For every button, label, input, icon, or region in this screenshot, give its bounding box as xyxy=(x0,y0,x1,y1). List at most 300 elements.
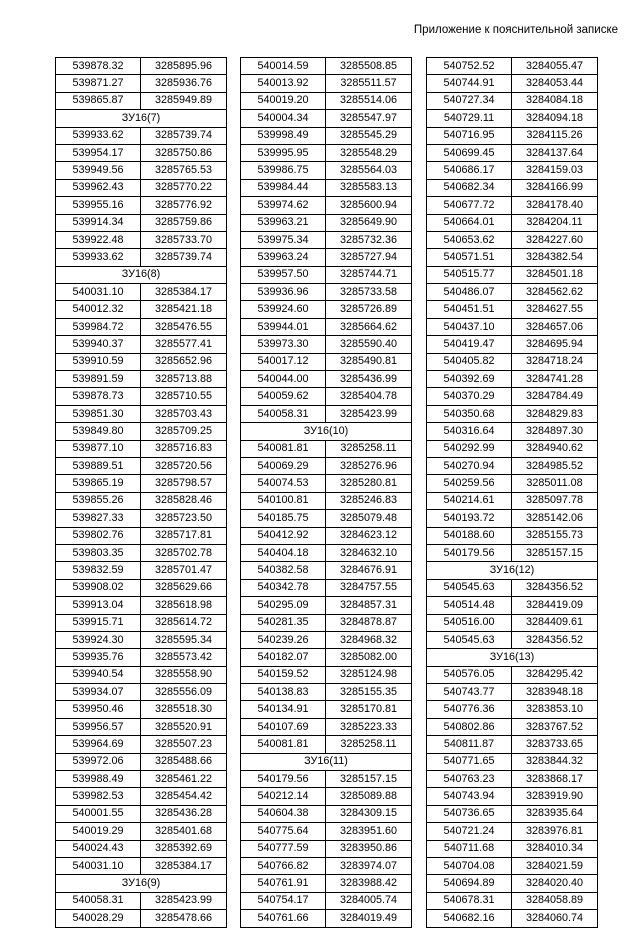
y-coordinate: 3284005.74 xyxy=(326,892,412,909)
y-coordinate: 3283767.52 xyxy=(512,718,598,735)
y-coordinate: 3283988.42 xyxy=(326,875,412,892)
y-coordinate: 3285720.56 xyxy=(141,457,227,474)
section-title: ЗУ16(11) xyxy=(241,753,412,770)
x-coordinate: 539908.02 xyxy=(56,579,141,596)
x-coordinate: 540058.31 xyxy=(56,892,141,909)
x-coordinate: 540239.26 xyxy=(241,631,326,648)
coordinate-row xyxy=(56,840,227,857)
x-coordinate: 540004.34 xyxy=(241,110,326,127)
x-coordinate: 540412.92 xyxy=(241,527,326,544)
coordinate-row xyxy=(56,440,227,457)
x-coordinate: 540729.11 xyxy=(427,110,512,127)
x-coordinate: 540716.95 xyxy=(427,127,512,144)
x-coordinate: 540159.52 xyxy=(241,666,326,683)
x-coordinate: 540081.81 xyxy=(241,736,326,753)
coordinate-row xyxy=(427,527,598,544)
y-coordinate: 3284115.26 xyxy=(512,127,598,144)
coordinate-row xyxy=(427,144,598,161)
x-coordinate: 540545.63 xyxy=(427,579,512,596)
x-coordinate: 540419.47 xyxy=(427,336,512,353)
y-coordinate: 3283844.32 xyxy=(512,753,598,770)
y-coordinate: 3285142.06 xyxy=(512,510,598,527)
x-coordinate: 539984.72 xyxy=(56,318,141,335)
coordinate-row xyxy=(241,805,412,822)
coordinate-row xyxy=(241,701,412,718)
x-coordinate: 539995.95 xyxy=(241,144,326,161)
x-coordinate: 539957.50 xyxy=(241,266,326,283)
coordinate-row xyxy=(241,718,412,735)
x-coordinate: 540686.17 xyxy=(427,162,512,179)
coordinate-row xyxy=(56,527,227,544)
coordinate-row xyxy=(427,353,598,370)
coordinate-row xyxy=(56,805,227,822)
y-coordinate: 3285384.17 xyxy=(141,857,227,874)
coordinate-row xyxy=(241,457,412,474)
coordinate-row xyxy=(427,284,598,301)
y-coordinate: 3284562.62 xyxy=(512,284,598,301)
y-coordinate: 3284295.42 xyxy=(512,666,598,683)
section-title: ЗУ16(7) xyxy=(56,110,227,127)
y-coordinate: 3285726.89 xyxy=(326,301,412,318)
y-coordinate: 3285436.28 xyxy=(141,805,227,822)
coordinate-row xyxy=(427,58,598,75)
x-coordinate: 539963.24 xyxy=(241,249,326,266)
coordinate-row xyxy=(241,318,412,335)
x-coordinate: 539988.49 xyxy=(56,771,141,788)
x-coordinate: 540678.31 xyxy=(427,892,512,909)
coordinate-row xyxy=(56,510,227,527)
coordinate-row xyxy=(427,423,598,440)
section-row xyxy=(241,753,412,770)
y-coordinate: 3285089.88 xyxy=(326,788,412,805)
y-coordinate: 3285614.72 xyxy=(141,614,227,631)
y-coordinate: 3283853.10 xyxy=(512,701,598,718)
coordinate-row xyxy=(241,197,412,214)
y-coordinate: 3285421.18 xyxy=(141,301,227,318)
x-coordinate: 539944.01 xyxy=(241,318,326,335)
x-coordinate: 540019.29 xyxy=(56,823,141,840)
y-coordinate: 3285423.99 xyxy=(141,892,227,909)
y-coordinate: 3285739.74 xyxy=(141,127,227,144)
x-coordinate: 540771.65 xyxy=(427,753,512,770)
coordinate-row xyxy=(427,179,598,196)
coordinates-table-1 xyxy=(55,57,227,928)
x-coordinate: 540081.81 xyxy=(241,440,326,457)
section-title: ЗУ16(8) xyxy=(56,266,227,283)
coordinate-row xyxy=(56,823,227,840)
x-coordinate: 540721.24 xyxy=(427,823,512,840)
coordinate-row xyxy=(241,144,412,161)
coordinate-row xyxy=(56,58,227,75)
x-coordinate: 540516.00 xyxy=(427,614,512,631)
section-row xyxy=(427,562,598,579)
y-coordinate: 3284627.55 xyxy=(512,301,598,318)
coordinate-row xyxy=(427,457,598,474)
x-coordinate: 539962.43 xyxy=(56,179,141,196)
x-coordinate: 539849.80 xyxy=(56,423,141,440)
coordinate-row xyxy=(56,231,227,248)
coordinate-row xyxy=(241,336,412,353)
y-coordinate: 3284204.11 xyxy=(512,214,598,231)
section-title: ЗУ16(10) xyxy=(241,423,412,440)
coordinate-row xyxy=(241,788,412,805)
y-coordinate: 3285717.81 xyxy=(141,527,227,544)
y-coordinate: 3285828.46 xyxy=(141,492,227,509)
x-coordinate: 540736.65 xyxy=(427,805,512,822)
coordinates-table xyxy=(240,57,412,928)
y-coordinate: 3285124.98 xyxy=(326,666,412,683)
coordinate-row xyxy=(241,475,412,492)
section-title: ЗУ16(12) xyxy=(427,562,598,579)
y-coordinate: 3284857.31 xyxy=(326,597,412,614)
coordinate-row xyxy=(241,875,412,892)
coordinate-row xyxy=(241,510,412,527)
y-coordinate: 3283919.90 xyxy=(512,788,598,805)
x-coordinate: 540775.64 xyxy=(241,823,326,840)
x-coordinate: 540761.66 xyxy=(241,910,326,927)
y-coordinate: 3284718.24 xyxy=(512,353,598,370)
y-coordinate: 3285476.55 xyxy=(141,318,227,335)
y-coordinate: 3285649.90 xyxy=(326,214,412,231)
x-coordinate: 539889.51 xyxy=(56,457,141,474)
y-coordinate: 3285276.96 xyxy=(326,457,412,474)
coordinate-row xyxy=(56,910,227,927)
y-coordinate: 3284382.54 xyxy=(512,249,598,266)
x-coordinate: 540193.72 xyxy=(427,510,512,527)
y-coordinate: 3285556.09 xyxy=(141,684,227,701)
y-coordinate: 3285423.99 xyxy=(326,405,412,422)
x-coordinate: 540677.72 xyxy=(427,197,512,214)
y-coordinate: 3285765.53 xyxy=(141,162,227,179)
coordinate-row xyxy=(241,910,412,927)
coordinate-row xyxy=(241,562,412,579)
x-coordinate: 540777.59 xyxy=(241,840,326,857)
x-coordinate: 540576.05 xyxy=(427,666,512,683)
y-coordinate: 3285155.35 xyxy=(326,684,412,701)
y-coordinate: 3285401.68 xyxy=(141,823,227,840)
x-coordinate: 540342.78 xyxy=(241,579,326,596)
x-coordinate: 540752.52 xyxy=(427,58,512,75)
y-coordinate: 3284159.03 xyxy=(512,162,598,179)
y-coordinate: 3285703.43 xyxy=(141,405,227,422)
coordinate-row xyxy=(241,371,412,388)
x-coordinate: 540024.43 xyxy=(56,840,141,857)
coordinate-row xyxy=(56,249,227,266)
y-coordinate: 3285577.41 xyxy=(141,336,227,353)
coordinates-table-2 xyxy=(240,57,412,928)
y-coordinate: 3285723.50 xyxy=(141,510,227,527)
x-coordinate: 539975.34 xyxy=(241,231,326,248)
x-coordinate: 540107.69 xyxy=(241,718,326,735)
coordinate-row xyxy=(56,197,227,214)
coordinate-row xyxy=(427,475,598,492)
y-coordinate: 3284356.52 xyxy=(512,631,598,648)
x-coordinate: 540370.29 xyxy=(427,388,512,405)
y-coordinate: 3285488.66 xyxy=(141,753,227,770)
coordinate-row xyxy=(241,301,412,318)
y-coordinate: 3284020.40 xyxy=(512,875,598,892)
x-coordinate: 539974.62 xyxy=(241,197,326,214)
x-coordinate: 540134.91 xyxy=(241,701,326,718)
coordinate-row xyxy=(56,736,227,753)
x-coordinate: 539984.44 xyxy=(241,179,326,196)
x-coordinate: 539891.59 xyxy=(56,371,141,388)
y-coordinate: 3285716.83 xyxy=(141,440,227,457)
x-coordinate: 539855.26 xyxy=(56,492,141,509)
coordinate-row xyxy=(56,597,227,614)
coordinate-row xyxy=(427,371,598,388)
coordinate-row xyxy=(427,823,598,840)
y-coordinate: 3285097.78 xyxy=(512,492,598,509)
y-coordinate: 3285744.71 xyxy=(326,266,412,283)
x-coordinate: 540028.29 xyxy=(56,910,141,927)
x-coordinate: 540179.56 xyxy=(241,771,326,788)
coordinate-row xyxy=(427,753,598,770)
x-coordinate: 540212.14 xyxy=(241,788,326,805)
y-coordinate: 3284409.61 xyxy=(512,614,598,631)
coordinate-row xyxy=(427,771,598,788)
x-coordinate: 540069.29 xyxy=(241,457,326,474)
x-coordinate: 540058.31 xyxy=(241,405,326,422)
coordinate-row xyxy=(241,353,412,370)
x-coordinate: 540031.10 xyxy=(56,284,141,301)
y-coordinate: 3285590.40 xyxy=(326,336,412,353)
coordinate-row xyxy=(241,544,412,561)
coordinate-row xyxy=(56,492,227,509)
x-coordinate: 540259.56 xyxy=(427,475,512,492)
y-coordinate: 3285490.81 xyxy=(326,353,412,370)
y-coordinate: 3284419.09 xyxy=(512,597,598,614)
coordinate-row xyxy=(56,388,227,405)
coordinate-row xyxy=(241,266,412,283)
y-coordinate: 3285478.66 xyxy=(141,910,227,927)
coordinate-row xyxy=(427,266,598,283)
coordinate-row xyxy=(241,492,412,509)
x-coordinate: 540059.62 xyxy=(241,388,326,405)
coordinate-row xyxy=(427,162,598,179)
y-coordinate: 3285392.69 xyxy=(141,840,227,857)
x-coordinate: 540281.35 xyxy=(241,614,326,631)
y-coordinate: 3284178.40 xyxy=(512,197,598,214)
coordinate-row xyxy=(56,666,227,683)
coordinate-row xyxy=(427,301,598,318)
y-coordinate: 3284940.62 xyxy=(512,440,598,457)
coordinate-row xyxy=(427,614,598,631)
coordinate-row xyxy=(241,771,412,788)
y-coordinate: 3285701.47 xyxy=(141,562,227,579)
x-coordinate: 539851.30 xyxy=(56,405,141,422)
x-coordinate: 539865.87 xyxy=(56,92,141,109)
y-coordinate: 3284741.28 xyxy=(512,371,598,388)
y-coordinate: 3285652.96 xyxy=(141,353,227,370)
y-coordinate: 3284623.12 xyxy=(326,527,412,544)
coordinate-row xyxy=(427,736,598,753)
x-coordinate: 539954.17 xyxy=(56,144,141,161)
x-coordinate: 540604.38 xyxy=(241,805,326,822)
x-coordinate: 540382.58 xyxy=(241,562,326,579)
coordinate-row xyxy=(427,597,598,614)
x-coordinate: 540012.32 xyxy=(56,301,141,318)
section-row xyxy=(427,649,598,666)
x-coordinate: 540182.07 xyxy=(241,649,326,666)
x-coordinate: 540711.68 xyxy=(427,840,512,857)
x-coordinate: 540694.89 xyxy=(427,875,512,892)
x-coordinate: 540017.12 xyxy=(241,353,326,370)
y-coordinate: 3285170.81 xyxy=(326,701,412,718)
x-coordinate: 540188.60 xyxy=(427,527,512,544)
y-coordinate: 3284084.18 xyxy=(512,92,598,109)
x-coordinate: 540754.17 xyxy=(241,892,326,909)
coordinate-row xyxy=(427,788,598,805)
y-coordinate: 3285710.55 xyxy=(141,388,227,405)
y-coordinate: 3285776.92 xyxy=(141,197,227,214)
y-coordinate: 3285936.76 xyxy=(141,75,227,92)
y-coordinate: 3285507.23 xyxy=(141,736,227,753)
coordinate-row xyxy=(241,614,412,631)
coordinate-row xyxy=(241,666,412,683)
x-coordinate: 539982.53 xyxy=(56,788,141,805)
y-coordinate: 3284829.83 xyxy=(512,405,598,422)
y-coordinate: 3284985.52 xyxy=(512,457,598,474)
y-coordinate: 3285082.00 xyxy=(326,649,412,666)
x-coordinate: 540270.94 xyxy=(427,457,512,474)
y-coordinate: 3284878.87 xyxy=(326,614,412,631)
y-coordinate: 3285600.94 xyxy=(326,197,412,214)
coordinate-row xyxy=(427,892,598,909)
x-coordinate: 540350.68 xyxy=(427,405,512,422)
y-coordinate: 3284166.99 xyxy=(512,179,598,196)
x-coordinate: 540019.20 xyxy=(241,92,326,109)
coordinate-row xyxy=(241,405,412,422)
y-coordinate: 3284501.18 xyxy=(512,266,598,283)
x-coordinate: 540074.53 xyxy=(241,475,326,492)
y-coordinate: 3285514.06 xyxy=(326,92,412,109)
coordinate-row xyxy=(56,579,227,596)
coordinate-row xyxy=(56,701,227,718)
y-coordinate: 3285770.22 xyxy=(141,179,227,196)
y-coordinate: 3285733.58 xyxy=(326,284,412,301)
x-coordinate: 539940.37 xyxy=(56,336,141,353)
coordinate-row xyxy=(427,544,598,561)
x-coordinate: 539877.10 xyxy=(56,440,141,457)
x-coordinate: 540100.81 xyxy=(241,492,326,509)
coordinate-row xyxy=(241,110,412,127)
x-coordinate: 539878.73 xyxy=(56,388,141,405)
x-coordinate: 539878.32 xyxy=(56,58,141,75)
y-coordinate: 3285558.90 xyxy=(141,666,227,683)
y-coordinate: 3285733.70 xyxy=(141,231,227,248)
x-coordinate: 539964.69 xyxy=(56,736,141,753)
y-coordinate: 3285518.30 xyxy=(141,701,227,718)
x-coordinate: 540185.75 xyxy=(241,510,326,527)
coordinate-row xyxy=(427,75,598,92)
y-coordinate: 3285258.11 xyxy=(326,440,412,457)
x-coordinate: 540761.91 xyxy=(241,875,326,892)
y-coordinate: 3283950.86 xyxy=(326,840,412,857)
x-coordinate: 540763.23 xyxy=(427,771,512,788)
coordinate-row xyxy=(241,579,412,596)
y-coordinate: 3285155.73 xyxy=(512,527,598,544)
coordinate-row xyxy=(56,371,227,388)
coordinate-row xyxy=(427,805,598,822)
coordinate-row xyxy=(427,110,598,127)
y-coordinate: 3284968.32 xyxy=(326,631,412,648)
x-coordinate: 540451.51 xyxy=(427,301,512,318)
x-coordinate: 540014.59 xyxy=(241,58,326,75)
coordinates-table-3 xyxy=(426,57,598,928)
y-coordinate: 3283951.60 xyxy=(326,823,412,840)
x-coordinate: 540743.94 xyxy=(427,788,512,805)
y-coordinate: 3285709.25 xyxy=(141,423,227,440)
coordinate-row xyxy=(241,75,412,92)
x-coordinate: 539933.62 xyxy=(56,127,141,144)
y-coordinate: 3285732.36 xyxy=(326,231,412,248)
coordinate-row xyxy=(56,214,227,231)
coordinate-row xyxy=(56,336,227,353)
x-coordinate: 540316.64 xyxy=(427,423,512,440)
coordinate-row xyxy=(56,614,227,631)
coordinate-row xyxy=(427,840,598,857)
y-coordinate: 3285564.03 xyxy=(326,162,412,179)
x-coordinate: 539933.62 xyxy=(56,249,141,266)
y-coordinate: 3283948.18 xyxy=(512,684,598,701)
x-coordinate: 540214.61 xyxy=(427,492,512,509)
y-coordinate: 3284021.59 xyxy=(512,857,598,874)
x-coordinate: 540664.01 xyxy=(427,214,512,231)
y-coordinate: 3283868.17 xyxy=(512,771,598,788)
x-coordinate: 540295.09 xyxy=(241,597,326,614)
coordinate-row xyxy=(241,127,412,144)
coordinate-row xyxy=(427,875,598,892)
y-coordinate: 3285618.98 xyxy=(141,597,227,614)
x-coordinate: 540486.07 xyxy=(427,284,512,301)
x-coordinate: 540766.82 xyxy=(241,857,326,874)
coordinate-row xyxy=(241,249,412,266)
x-coordinate: 539924.60 xyxy=(241,301,326,318)
x-coordinate: 539955.16 xyxy=(56,197,141,214)
coordinate-row xyxy=(241,892,412,909)
coordinate-row xyxy=(56,75,227,92)
x-coordinate: 539935.76 xyxy=(56,649,141,666)
coordinate-row xyxy=(427,631,598,648)
coordinate-row xyxy=(56,127,227,144)
y-coordinate: 3285280.81 xyxy=(326,475,412,492)
section-row xyxy=(56,110,227,127)
y-coordinate: 3284094.18 xyxy=(512,110,598,127)
x-coordinate: 540744.91 xyxy=(427,75,512,92)
coordinate-row xyxy=(427,92,598,109)
coordinate-row xyxy=(241,684,412,701)
coordinate-row xyxy=(56,684,227,701)
coordinate-row xyxy=(427,510,598,527)
x-coordinate: 539973.30 xyxy=(241,336,326,353)
coordinate-row xyxy=(56,162,227,179)
section-row xyxy=(56,266,227,283)
x-coordinate: 539871.27 xyxy=(56,75,141,92)
y-coordinate: 3283974.07 xyxy=(326,857,412,874)
y-coordinate: 3285404.78 xyxy=(326,388,412,405)
x-coordinate: 540727.34 xyxy=(427,92,512,109)
x-coordinate: 540776.36 xyxy=(427,701,512,718)
y-coordinate: 3285664.62 xyxy=(326,318,412,335)
y-coordinate: 3285157.15 xyxy=(512,544,598,561)
y-coordinate: 3285436.99 xyxy=(326,371,412,388)
y-coordinate: 3285595.34 xyxy=(141,631,227,648)
x-coordinate: 540682.34 xyxy=(427,179,512,196)
coordinate-row xyxy=(56,179,227,196)
y-coordinate: 3285895.96 xyxy=(141,58,227,75)
y-coordinate: 3285246.83 xyxy=(326,492,412,509)
